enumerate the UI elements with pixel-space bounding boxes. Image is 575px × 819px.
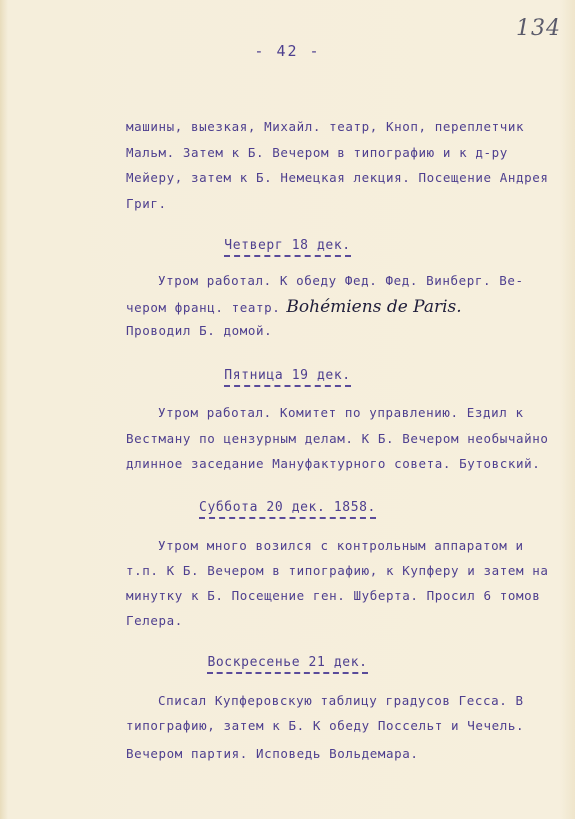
heading-text: Четверг 18 дек.	[224, 238, 350, 257]
page-number: - 42 -	[254, 42, 321, 60]
text-line-with-handwriting	[126, 299, 462, 316]
heading-text: Воскресенье 21 дек.	[207, 655, 367, 674]
text-line: Утром работал. Комитет по управлению. Ездил к	[158, 405, 524, 420]
text-line: Списал Купферовскую таблицу градусов Гесса. В	[158, 693, 524, 708]
archive-number: 134	[516, 16, 561, 41]
text-line: Гелера.	[126, 613, 183, 628]
text-line: длинное заседание Мануфактурного совета. Бутовский.	[126, 456, 541, 471]
text-line: Вестману по цензурным делам. К Б. Вечером необычайно	[126, 431, 549, 446]
text-line: минутку к Б. Посещение ген. Шуберта. Просил 6 томов	[126, 588, 541, 603]
entry-heading	[0, 500, 575, 519]
entry-heading	[0, 655, 575, 674]
text-line: Проводил Б. домой.	[126, 323, 273, 338]
handwritten-insertion: Bohémiens de Paris.	[286, 297, 462, 317]
entry-heading	[0, 238, 575, 257]
text-line: Утром много возился с контрольным аппаратом и	[158, 538, 524, 553]
entry-heading	[0, 368, 575, 387]
text-line: Мейеру, затем к Б. Немецкая лекция. Посещение Андрея	[126, 170, 549, 185]
heading-text: Пятница 19 дек.	[224, 368, 350, 387]
heading-text: Суббота 20 дек. 1858.	[199, 500, 376, 519]
text-line: машины, выезкая, Михайл. театр, Кноп, переплетчик	[126, 119, 525, 134]
text-line: Утром работал. К обеду Фед. Фед. Винберг. Ве-	[158, 273, 524, 288]
text-line: т.п. К Б. Вечером в типографию, к Купферу и затем на	[126, 563, 549, 578]
text-line: Григ.	[126, 196, 167, 211]
text-line: чером франц. театр.	[126, 300, 281, 315]
text-line: Мальм. Затем к Б. Вечером в типографию и к д-ру	[126, 145, 508, 160]
text-line: Вечером партия. Исповедь Вольдемара.	[126, 746, 419, 761]
text-line: типографию, затем к Б. К обеду Поссельт и Чечель.	[126, 718, 525, 733]
